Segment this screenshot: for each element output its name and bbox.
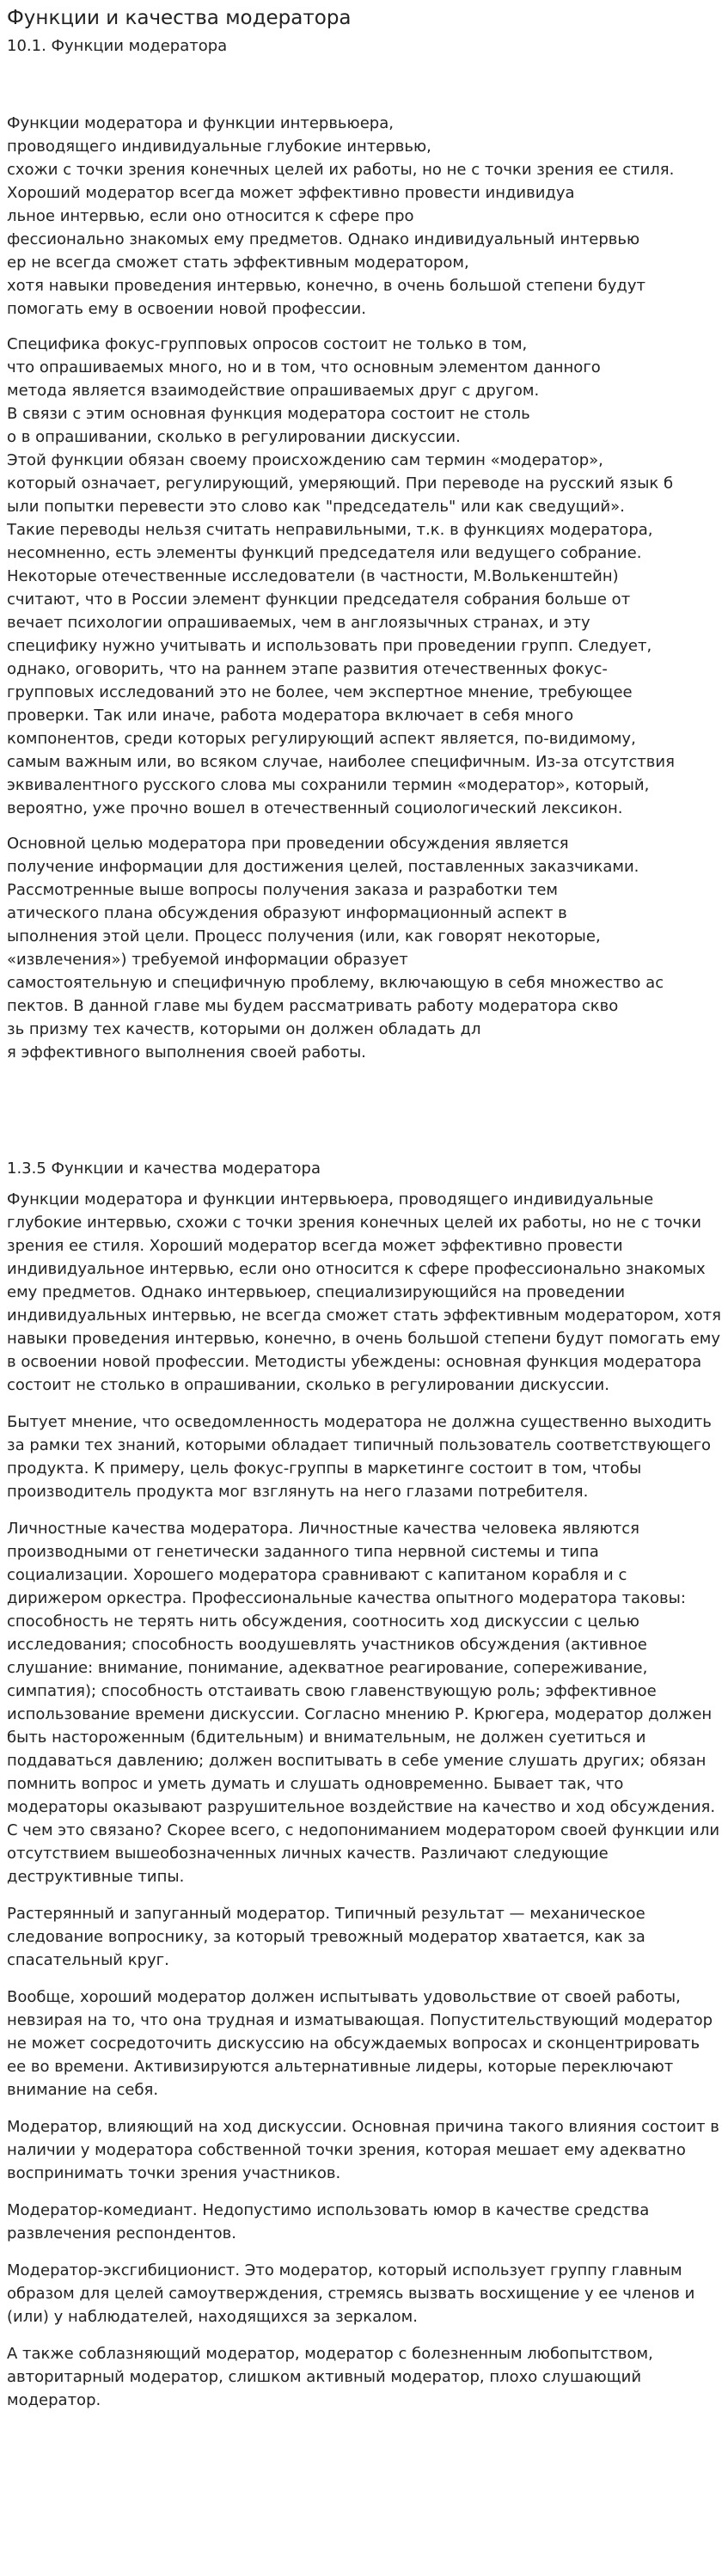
section-subtitle: 10.1. Функции модератора — [7, 37, 228, 55]
text-line: Функции модератора и функции интервьюера, — [7, 114, 394, 132]
text-line: Хороший модератор всегда может эффективно провести индивидуа — [7, 184, 575, 202]
text-line: проводящего индивидуальные глубокие интервью, — [7, 138, 431, 156]
text-line: специфику нужно учитывать и использовать при проведении групп. Следует, — [7, 637, 652, 655]
paragraph: Модератор-эксгибиционист. Это модератор, который использует группу главным образом для целей самоутверждения, стремясь вызвать восхищение у ее членов и (или) у наблюдателей, находящихся за зеркалом. — [7, 2261, 695, 2326]
text-line: «извлечения») требуемой информации образует — [7, 951, 408, 969]
section-functions-and-qualities — [7, 1188, 721, 2412]
section-functions — [7, 112, 721, 1064]
text-line: компонентов, среди которых регулирующий аспект является, по-видимому, — [7, 730, 636, 748]
section-heading: 1.3.5 Функции и качества модератора — [7, 1160, 321, 1178]
text-line: я эффективного выполнения своей работы. — [7, 1043, 366, 1062]
text-line: о в опрашивании, сколько в регулировании дискуссии. — [7, 428, 461, 446]
text-line: проверки. Так или иначе, работа модератора включает в себя много — [7, 707, 574, 725]
text-line: который означает, регулирующий, умеряющий. При переводе на русский язык б — [7, 474, 674, 493]
text-line: фессионально знакомых ему предметов. Однако индивидуальный интервью — [7, 230, 640, 248]
text-line: групповых исследований это не более, чем экспертное мнение, требующее — [7, 683, 633, 701]
paragraph — [7, 832, 721, 1064]
text-line: считают, что в России элемент функции председателя собрания больше от — [7, 590, 631, 609]
text-line: В связи с этим основная функция модератора состоит не столь — [7, 405, 530, 423]
paragraph — [7, 333, 721, 820]
text-line: ер не всегда сможет стать эффективным модератором, — [7, 254, 469, 272]
text-line: однако, оговорить, что на раннем этапе развития отечественных фокус- — [7, 660, 608, 678]
paragraph: Бытует мнение, что осведомленность модератора не должна существенно выходить за рамки тех знаний, которыми обладает типичный пользователь соответствующего продукта. К примеру, цель фокус-группы в маркетинге состоит в том, чтобы производитель продукта мог взглянуть на него глазами потребителя. — [7, 1413, 712, 1501]
paragraph: Личностные качества модератора. Личностные качества человека являются производными от генетически заданного типа нервной системы и типа социализации. Хорошего модератора сравнивают с капитаном корабля и с дирижером оркестра. Профессиональные качества опытного модератора таковы: способность не терять нить обсуждения, соотносить ход дискуссии с целью исследования; способность воодушевлять участников обсуждения (активное слушание: внимание, понимание, адекватное реагирование, сопереживание, симпатия); способность отстаивать свою главенствующую роль; эффективное использование времени дискуссии. Согласно мнению Р. Крюгера, модератор должен быть настороженным (бдительным) и внимательным, не должен суетиться и поддаваться давлению; должен воспитывать в себе умение слушать других; обязан помнить вопрос и уметь думать и слушать одновременно. Бывает так, что модераторы оказывают разрушительное воздействие на качество и ход обсуждения. С чем это связано? Скорее всего, с недопониманием модератором своей функции или отсутствием вышеобозначенных личных качеств. Различают следующие деструктивные типы. — [7, 1520, 720, 1886]
paragraph — [7, 112, 721, 321]
text-line: атического плана обсуждения образуют информационный аспект в — [7, 904, 567, 922]
text-line: пектов. В данной главе мы будем рассматривать работу модератора скво — [7, 997, 619, 1015]
text-line: схожи с точки зрения конечных целей их работы, но не с точки зрения ее стиля. — [7, 161, 675, 179]
text-line: Некоторые отечественные исследователи (в частности, М.Волькенштейн) — [7, 567, 619, 585]
text-line: вероятно, уже прочно вошел в отечественный социологический лексикон. — [7, 799, 623, 817]
text-line: метода является взаимодействие опрашиваемых друг с другом. — [7, 382, 540, 400]
text-line: помогать ему в освоении новой профессии. — [7, 300, 366, 318]
text-line: самостоятельную и специфичную проблему, включающую в себя множество ас — [7, 974, 664, 992]
paragraph: Модератор-комедиант. Недопустимо использовать юмор в качестве средства развлечения респондентов. — [7, 2201, 650, 2243]
text-line: Основной целью модератора при проведении обсуждения является — [7, 835, 569, 853]
text-line: получение информации для достижения целей, поставленных заказчиками. — [7, 858, 639, 876]
text-line: что опрашиваемых много, но и в том, что основным элементом данного — [7, 358, 601, 376]
text-line: хотя навыки проведения интервью, конечно, в очень большой степени будут — [7, 277, 645, 295]
text-line: зь призму тех качеств, которыми он должен обладать дл — [7, 1020, 481, 1038]
page-title: Функции и качества модератора — [7, 7, 352, 29]
text-line: ыполнения этой цели. Процесс получения (или, как говорят некоторые, — [7, 927, 601, 945]
text-line: Рассмотренные выше вопросы получения заказа и разработки тем — [7, 881, 558, 899]
text-line: эквивалентного русского слова мы сохранили термин «модератор», который, — [7, 776, 650, 794]
paragraph: А также соблазняющий модератор, модератор с болезненным любопытством, авторитарный модератор, слишком активный модератор, плохо слушающий модератор. — [7, 2345, 653, 2409]
text-line: самым важным или, во всяком случае, наиболее специфичным. Из-за отсутствия — [7, 753, 675, 771]
text-line: вечает психологии опрашиваемых, чем в англоязычных странах, и эту — [7, 614, 590, 632]
text-line: Этой функции обязан своему происхождению сам термин «модератор», — [7, 451, 603, 469]
text-line: несомненно, есть элементы функций председателя или ведущего собрание. — [7, 544, 642, 562]
text-line: ыли попытки перевести это слово как "председатель" или как сведущий». — [7, 498, 625, 516]
text-line: Специфика фокус-групповых опросов состоит не только в том, — [7, 335, 528, 353]
paragraph: Функции модератора и функции интервьюера, проводящего индивидуальные глубокие интервью, схожи с точки зрения конечных целей их работы, но не с точки зрения ее стиля. Хороший модератор всегда может эффективно провести индивидуальное интервью, если оно относится к сфере профессионально знакомых ему предметов. Однако интервьюер, специализирующийся на проведении индивидуальных интервью, не всегда сможет стать эффективным модератором, хотя навыки проведения интервью, конечно, в очень большой степени будут помогать ему в освоении новой профессии. Методисты убеждены: основная функция модератора состоит не столько в опрашивании, сколько в регулировании дискуссии. — [7, 1190, 721, 1394]
paragraph: Растерянный и запуганный модератор. Типичный результат — механическое следование вопроснику, за который тревожный модератор хватается, как за спасательный круг. — [7, 1905, 645, 1969]
paragraph: Модератор, влияющий на ход дискуссии. Основная причина такого влияния состоит в наличии у модератора собственной точки зрения, которая мешает ему адекватно воспринимать точки зрения участников. — [7, 2118, 719, 2182]
paragraph: Вообще, хороший модератор должен испытывать удовольствие от своей работы, невзирая на то, что она трудная и изматывающая. Попустительствующий модератор не может сосредоточить дискуссию на обсуждаемых вопросах и сконцентрировать ее во времени. Активизируются альтернативные лидеры, которые переключают внимание на себя. — [7, 1988, 713, 2099]
text-line: Такие переводы нельзя считать неправильными, т.к. в функциях модератора, — [7, 521, 653, 539]
text-line: льное интервью, если оно относится к сфере про — [7, 207, 414, 225]
